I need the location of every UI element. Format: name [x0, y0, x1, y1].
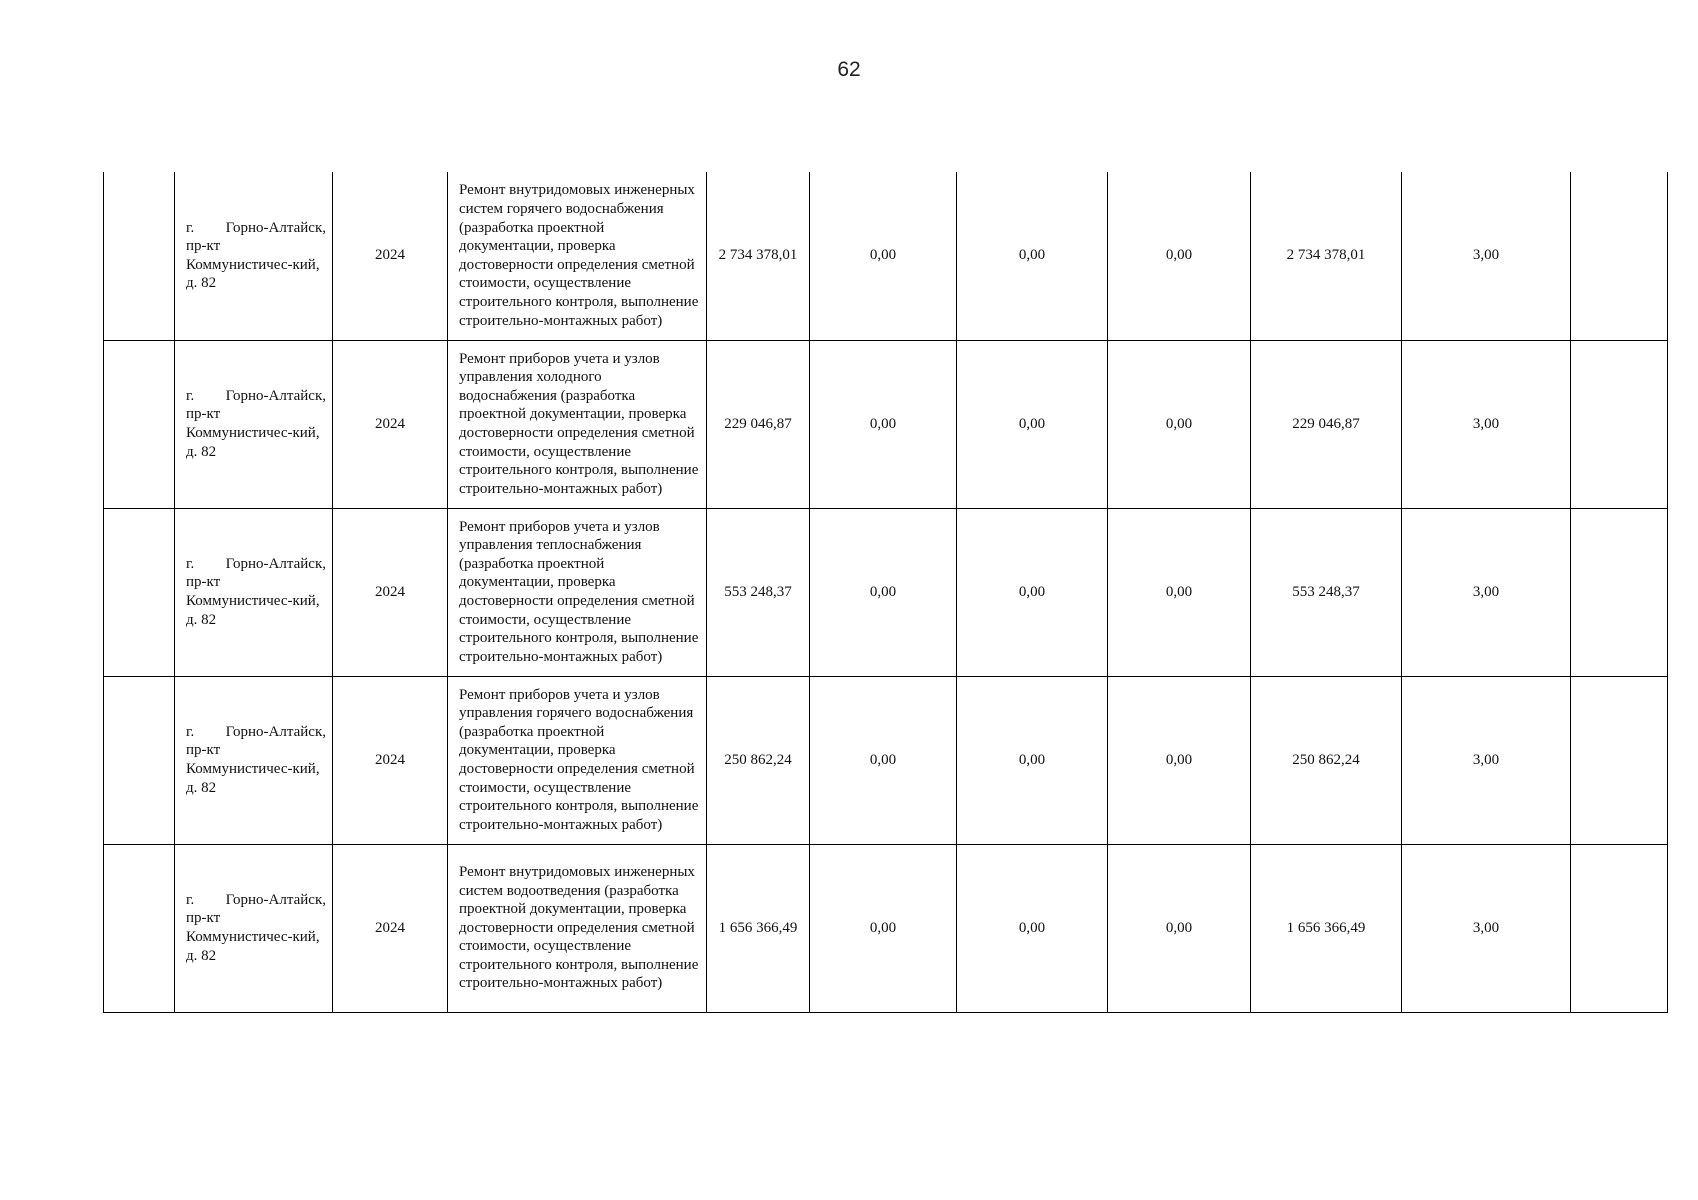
index-cell [104, 844, 175, 1012]
amount-b-cell: 0,00 [957, 676, 1108, 844]
address-city: г. Горно-Алтайск, [186, 387, 326, 404]
table-row [104, 676, 1668, 844]
amount-c-cell: 0,00 [1108, 172, 1251, 340]
work-description-cell: Ремонт приборов учета и узлов управления холодного водоснабжения (разработка проектной документации, проверка достоверности определения сметной стоимости, осуществление строительного контроля, выполнение строительно-монтажных работ) [448, 340, 707, 508]
amount-b-cell: 0,00 [957, 844, 1108, 1012]
address-city: г. Горно-Алтайск, [186, 891, 326, 908]
amount-b-cell: 0,00 [957, 508, 1108, 676]
amount-b-cell: 0,00 [957, 172, 1108, 340]
total-cost-cell: 1 656 366,49 [707, 844, 810, 1012]
year-cell: 2024 [333, 172, 448, 340]
address-street: пр-кт Коммунистичес-кий, д. 82 [186, 742, 320, 796]
table-row [104, 340, 1668, 508]
index-cell [104, 172, 175, 340]
amount-c-cell: 0,00 [1108, 676, 1251, 844]
address-city: г. Горно-Алтайск, [186, 723, 326, 740]
repair-works-table [103, 172, 1668, 1013]
table-row [104, 508, 1668, 676]
address-street: пр-кт Коммунистичес-кий, д. 82 [186, 574, 320, 628]
address-city: г. Горно-Алтайск, [186, 555, 326, 572]
amount-a-cell: 0,00 [810, 676, 957, 844]
work-description-cell: Ремонт приборов учета и узлов управления теплоснабжения (разработка проектной документации, проверка достоверности определения сметной стоимости, осуществление строительного контроля, выполнение строительно-монтажных работ) [448, 508, 707, 676]
amount-c-cell: 0,00 [1108, 844, 1251, 1012]
amount-a-cell: 0,00 [810, 508, 957, 676]
address-street: пр-кт Коммунистичес-кий, д. 82 [186, 910, 320, 964]
address-cell [175, 676, 333, 844]
page-number: 62 [837, 58, 861, 81]
index-cell [104, 508, 175, 676]
total-cost-cell: 2 734 378,01 [707, 172, 810, 340]
last-cell [1571, 340, 1668, 508]
amount-a-cell: 0,00 [810, 172, 957, 340]
total-cost-cell: 250 862,24 [707, 676, 810, 844]
rate-cell: 3,00 [1402, 340, 1571, 508]
rate-cell: 3,00 [1402, 172, 1571, 340]
year-cell: 2024 [333, 676, 448, 844]
rate-cell: 3,00 [1402, 676, 1571, 844]
last-cell [1571, 844, 1668, 1012]
address-street: пр-кт Коммунистичес-кий, д. 82 [186, 406, 320, 460]
amount-d-cell: 250 862,24 [1251, 676, 1402, 844]
work-description-cell: Ремонт приборов учета и узлов управления горячего водоснабжения (разработка проектной документации, проверка достоверности определения сметной стоимости, осуществление строительного контроля, выполнение строительно-монтажных работ) [448, 676, 707, 844]
year-cell: 2024 [333, 844, 448, 1012]
amount-b-cell: 0,00 [957, 340, 1108, 508]
total-cost-cell: 229 046,87 [707, 340, 810, 508]
rate-cell: 3,00 [1402, 844, 1571, 1012]
address-cell [175, 508, 333, 676]
address-cell [175, 172, 333, 340]
address-street: пр-кт Коммунистичес-кий, д. 82 [186, 238, 320, 292]
amount-d-cell: 1 656 366,49 [1251, 844, 1402, 1012]
last-cell [1571, 172, 1668, 340]
amount-d-cell: 229 046,87 [1251, 340, 1402, 508]
year-cell: 2024 [333, 340, 448, 508]
amount-d-cell: 553 248,37 [1251, 508, 1402, 676]
amount-a-cell: 0,00 [810, 844, 957, 1012]
index-cell [104, 676, 175, 844]
work-description-cell: Ремонт внутридомовых инженерных систем водоотведения (разработка проектной документации, проверка достоверности определения сметной стоимости, осуществление строительного контроля, выполнение строительно-монтажных работ) [448, 844, 707, 1012]
amount-c-cell: 0,00 [1108, 508, 1251, 676]
table-row [104, 172, 1668, 340]
amount-a-cell: 0,00 [810, 340, 957, 508]
amount-c-cell: 0,00 [1108, 340, 1251, 508]
amount-d-cell: 2 734 378,01 [1251, 172, 1402, 340]
total-cost-cell: 553 248,37 [707, 508, 810, 676]
index-cell [104, 340, 175, 508]
address-cell [175, 844, 333, 1012]
rate-cell: 3,00 [1402, 508, 1571, 676]
last-cell [1571, 676, 1668, 844]
year-cell: 2024 [333, 508, 448, 676]
last-cell [1571, 508, 1668, 676]
address-cell [175, 340, 333, 508]
work-description-cell: Ремонт внутридомовых инженерных систем горячего водоснабжения (разработка проектной документации, проверка достоверности определения сметной стоимости, осуществление строительного контроля, выполнение строительно-монтажных работ) [448, 172, 707, 340]
address-city: г. Горно-Алтайск, [186, 219, 326, 236]
table-row [104, 844, 1668, 1012]
